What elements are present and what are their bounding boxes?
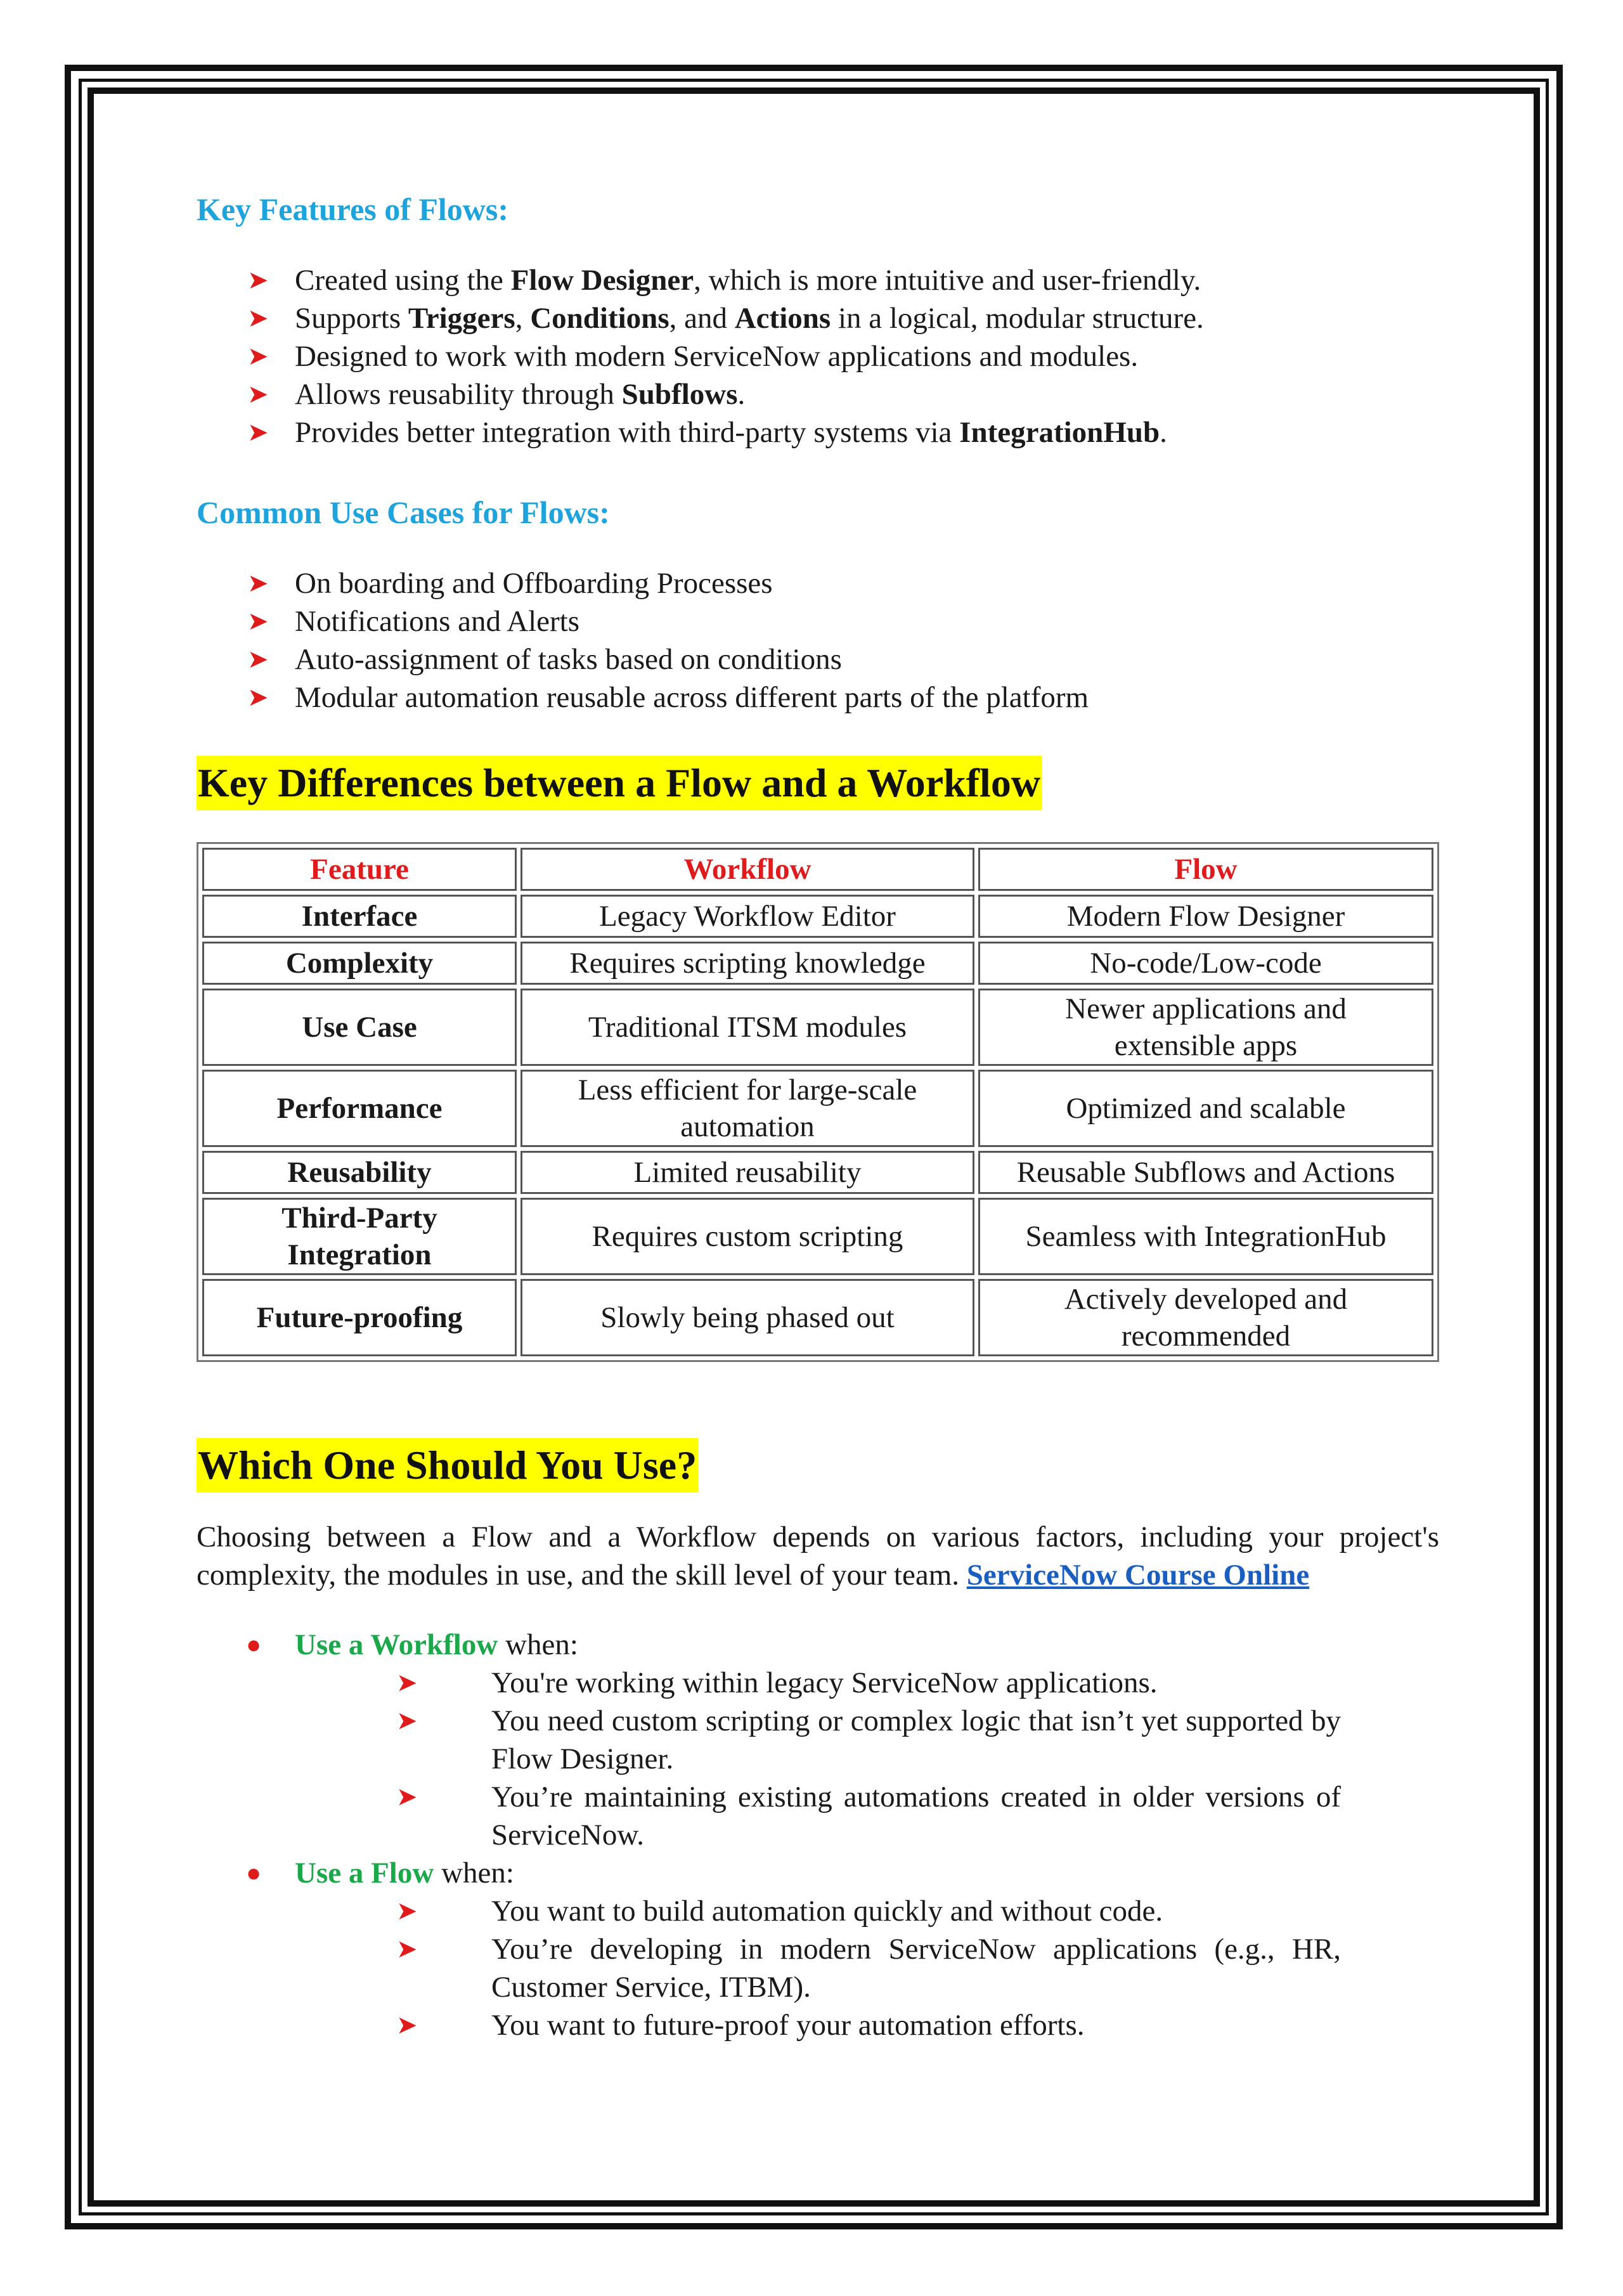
list-item: ➤ Notifications and Alerts <box>197 602 1439 640</box>
table-row <box>202 895 1433 938</box>
differences-heading: Key Differences between a Flow and a Workflow <box>197 756 1042 810</box>
list-item: ➤ Auto-assignment of tasks based on conditions <box>197 640 1439 678</box>
arrow-bullet-icon: ➤ <box>396 1897 418 1925</box>
page-content <box>197 190 1439 2044</box>
list-item: ➤ You want to build automation quickly and without code. <box>295 1892 1341 1930</box>
arrow-bullet-icon: ➤ <box>396 1935 418 1963</box>
use-flow-item: ● Use a Flow when: ➤ You want to build automation quickly and without code. ➤ You’re developing in modern ServiceNow applications (e.g., HR, Customer Service, ITBM). ➤ You want to future-proof your automation efforts. <box>197 1854 1439 2044</box>
table-row <box>202 1198 1433 1275</box>
list-item: ➤ Provides better integration with third-party systems via IntegrationHub. <box>197 413 1439 451</box>
bullet-dot-icon: ● <box>246 1858 262 1887</box>
column-header: Flow <box>978 848 1433 891</box>
workflow-cell: Requires custom scripting <box>521 1198 974 1275</box>
workflow-cell: Traditional ITSM modules <box>521 989 974 1066</box>
arrow-bullet-icon: ➤ <box>396 1706 418 1735</box>
workflow-cell: Requires scripting knowledge <box>521 942 974 985</box>
workflow-cell: Slowly being phased out <box>521 1279 974 1356</box>
workflow-cell: Less efficient for large-scale automation <box>521 1070 974 1147</box>
list-item: ➤ You need custom scripting or complex logic that isn’t yet supported by Flow Designer. <box>295 1702 1341 1778</box>
bullet-dot-icon: ● <box>246 1630 262 1659</box>
comparison-table <box>197 842 1439 1362</box>
features-heading: Key Features of Flows: <box>197 191 509 227</box>
which-paragraph: Choosing between a Flow and a Workflow depends on various factors, including your project's complexity, the modules in use, and the skill level of your team. ServiceNow Course Online <box>197 1521 1439 1592</box>
list-item: ➤ Modular automation reusable across different parts of the platform <box>197 678 1439 717</box>
feature-cell: Interface <box>202 895 517 938</box>
list-item: ➤ You’re maintaining existing automations created in older versions of ServiceNow. <box>295 1778 1341 1854</box>
arrow-bullet-icon: ➤ <box>247 569 269 597</box>
column-header: Feature <box>202 848 517 891</box>
list-item: ➤ Created using the Flow Designer, which is more intuitive and user-friendly. <box>197 261 1439 299</box>
flow-sublist <box>295 1892 1439 2044</box>
workflow-sublist <box>295 1664 1439 1854</box>
use-cases-list <box>197 564 1439 717</box>
course-link[interactable]: ServiceNow Course Online <box>966 1559 1310 1592</box>
feature-cell: Third-Party Integration <box>202 1198 517 1275</box>
arrow-bullet-icon: ➤ <box>247 645 269 673</box>
list-item: ➤ Supports Triggers, Conditions, and Actions in a logical, modular structure. <box>197 299 1439 337</box>
arrow-bullet-icon: ➤ <box>247 342 269 370</box>
flow-cell: Newer applications and extensible apps <box>978 989 1433 1066</box>
workflow-cell: Legacy Workflow Editor <box>521 895 974 938</box>
use-cases-heading: Common Use Cases for Flows: <box>197 495 610 530</box>
table-row <box>202 942 1433 985</box>
table-row <box>202 1279 1433 1356</box>
flow-cell: No-code/Low-code <box>978 942 1433 985</box>
flow-cell: Optimized and scalable <box>978 1070 1433 1147</box>
list-item: ➤ You want to future-proof your automation efforts. <box>295 2006 1341 2044</box>
arrow-bullet-icon: ➤ <box>396 1668 418 1697</box>
table-row <box>202 989 1433 1066</box>
arrow-bullet-icon: ➤ <box>247 304 269 332</box>
list-item: ➤ You’re developing in modern ServiceNow applications (e.g., HR, Customer Service, ITBM). <box>295 1930 1341 2006</box>
feature-cell: Performance <box>202 1070 517 1147</box>
usage-list <box>197 1626 1439 2044</box>
arrow-bullet-icon: ➤ <box>247 266 269 294</box>
features-list <box>197 261 1439 451</box>
table-row <box>202 1151 1433 1194</box>
feature-cell: Use Case <box>202 989 517 1066</box>
flow-cell: Modern Flow Designer <box>978 895 1433 938</box>
use-workflow-item: ● Use a Workflow when: ➤ You're working within legacy ServiceNow applications. ➤ You need custom scripting or complex logic that isn’t yet supported by Flow Designer. ➤ You’re maintaining existing automations created in older versions of ServiceNow. <box>197 1626 1439 1854</box>
feature-cell: Complexity <box>202 942 517 985</box>
list-item: ➤ Designed to work with modern ServiceNow applications and modules. <box>197 337 1439 375</box>
arrow-bullet-icon: ➤ <box>247 418 269 446</box>
feature-cell: Reusability <box>202 1151 517 1194</box>
arrow-bullet-icon: ➤ <box>396 2011 418 2039</box>
feature-cell: Future-proofing <box>202 1279 517 1356</box>
flow-cell: Reusable Subflows and Actions <box>978 1151 1433 1194</box>
table-row <box>202 1070 1433 1147</box>
flow-cell: Actively developed and recommended <box>978 1279 1433 1356</box>
column-header: Workflow <box>521 848 974 891</box>
flow-cell: Seamless with IntegrationHub <box>978 1198 1433 1275</box>
table-header-row <box>202 848 1433 891</box>
arrow-bullet-icon: ➤ <box>247 607 269 635</box>
list-item: ➤ Allows reusability through Subflows. <box>197 375 1439 413</box>
arrow-bullet-icon: ➤ <box>247 380 269 408</box>
workflow-cell: Limited reusability <box>521 1151 974 1194</box>
list-item: ➤ You're working within legacy ServiceNow applications. <box>295 1664 1341 1702</box>
list-item: ➤ On boarding and Offboarding Processes <box>197 564 1439 602</box>
arrow-bullet-icon: ➤ <box>396 1782 418 1811</box>
arrow-bullet-icon: ➤ <box>247 683 269 711</box>
which-heading: Which One Should You Use? <box>197 1438 698 1493</box>
